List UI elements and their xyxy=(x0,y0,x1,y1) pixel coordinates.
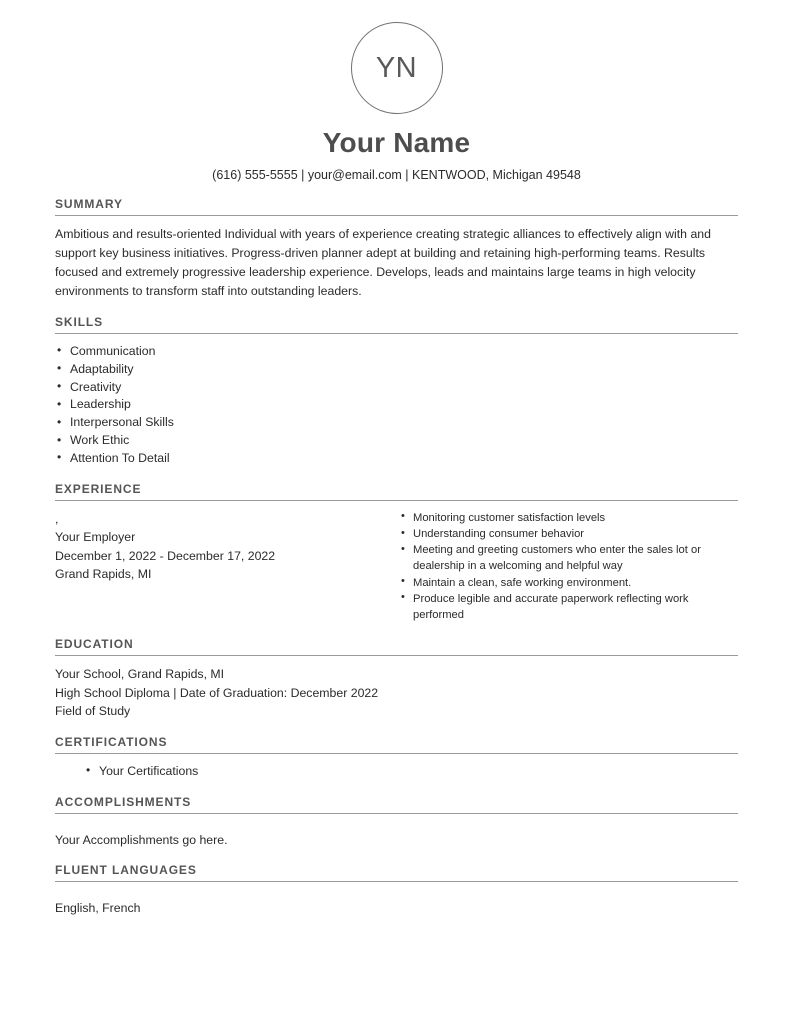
experience-meta xyxy=(55,510,391,584)
list-item: • Creativity xyxy=(55,379,738,397)
section-certifications xyxy=(55,735,738,781)
list-item: • Monitoring customer satisfaction levels xyxy=(399,510,738,526)
accomplishments-text: Your Accomplishments go here. xyxy=(55,832,228,847)
list-item: • Your Certifications xyxy=(55,763,738,781)
employer-name: Your Employer xyxy=(55,530,136,545)
section-skills xyxy=(55,315,738,468)
certifications-body xyxy=(55,754,738,781)
education-body xyxy=(55,656,738,720)
section-heading-experience: EXPERIENCE xyxy=(55,482,738,501)
list-item: • Meeting and greeting customers who enter the sales lot or dealership in a welcoming and helpful way xyxy=(399,542,738,574)
section-languages xyxy=(55,863,738,917)
section-experience xyxy=(55,482,738,624)
degree-line: High School Diploma | Date of Graduation: December 2022 xyxy=(55,685,379,700)
skills-list xyxy=(55,343,738,468)
job-title: , xyxy=(55,511,59,526)
certifications-list xyxy=(55,763,738,781)
monogram-avatar xyxy=(351,22,443,114)
summary-text: Ambitious and results-oriented Individual with years of experience creating strategic alliances to effectively align with and support key business initiatives. Progress-driven planner adept at building and retaining high-performing teams. Results focused and extremely progressive leadership experience. Develops, leads and maintains large teams in high velocity environments to transform staff into outstanding leaders. xyxy=(55,226,711,298)
school-name: Your School, Grand Rapids, MI xyxy=(55,667,225,682)
section-education xyxy=(55,637,738,720)
field-of-study: Field of Study xyxy=(55,704,131,719)
candidate-name: Your Name xyxy=(322,127,471,158)
list-item: • Interpersonal Skills xyxy=(55,414,738,432)
list-item: • Adaptability xyxy=(55,361,738,379)
section-heading-languages: FLUENT LANGUAGES xyxy=(55,863,738,882)
resume-header xyxy=(55,0,738,183)
employment-dates: December 1, 2022 - December 17, 2022 xyxy=(55,548,276,563)
list-item: • Understanding consumer behavior xyxy=(399,526,738,542)
list-item: • Attention To Detail xyxy=(55,450,738,468)
list-item: • Communication xyxy=(55,343,738,361)
section-accomplishments xyxy=(55,795,738,849)
section-heading-education: EDUCATION xyxy=(55,637,738,656)
list-item: • Leadership xyxy=(55,396,738,414)
section-heading-certifications: CERTIFICATIONS xyxy=(55,735,738,754)
languages-text: English, French xyxy=(55,901,141,915)
experience-entry xyxy=(55,501,738,624)
monogram-initials: YN xyxy=(375,51,418,84)
employment-location: Grand Rapids, MI xyxy=(55,567,152,582)
section-heading-accomplishments: ACCOMPLISHMENTS xyxy=(55,795,738,814)
section-heading-skills: SKILLS xyxy=(55,315,738,334)
contact-info: (616) 555-5555 | your@email.com | KENTWOOD, Michigan 49548 xyxy=(212,167,581,182)
skills-body xyxy=(55,334,738,468)
duties-list xyxy=(399,510,738,624)
list-item: • Maintain a clean, safe working environment. xyxy=(399,575,738,591)
section-summary xyxy=(55,197,738,301)
list-item: • Work Ethic xyxy=(55,432,738,450)
section-heading-summary: SUMMARY xyxy=(55,197,738,216)
list-item: • Produce legible and accurate paperwork reflecting work performed xyxy=(399,591,738,623)
experience-duties xyxy=(391,510,738,624)
